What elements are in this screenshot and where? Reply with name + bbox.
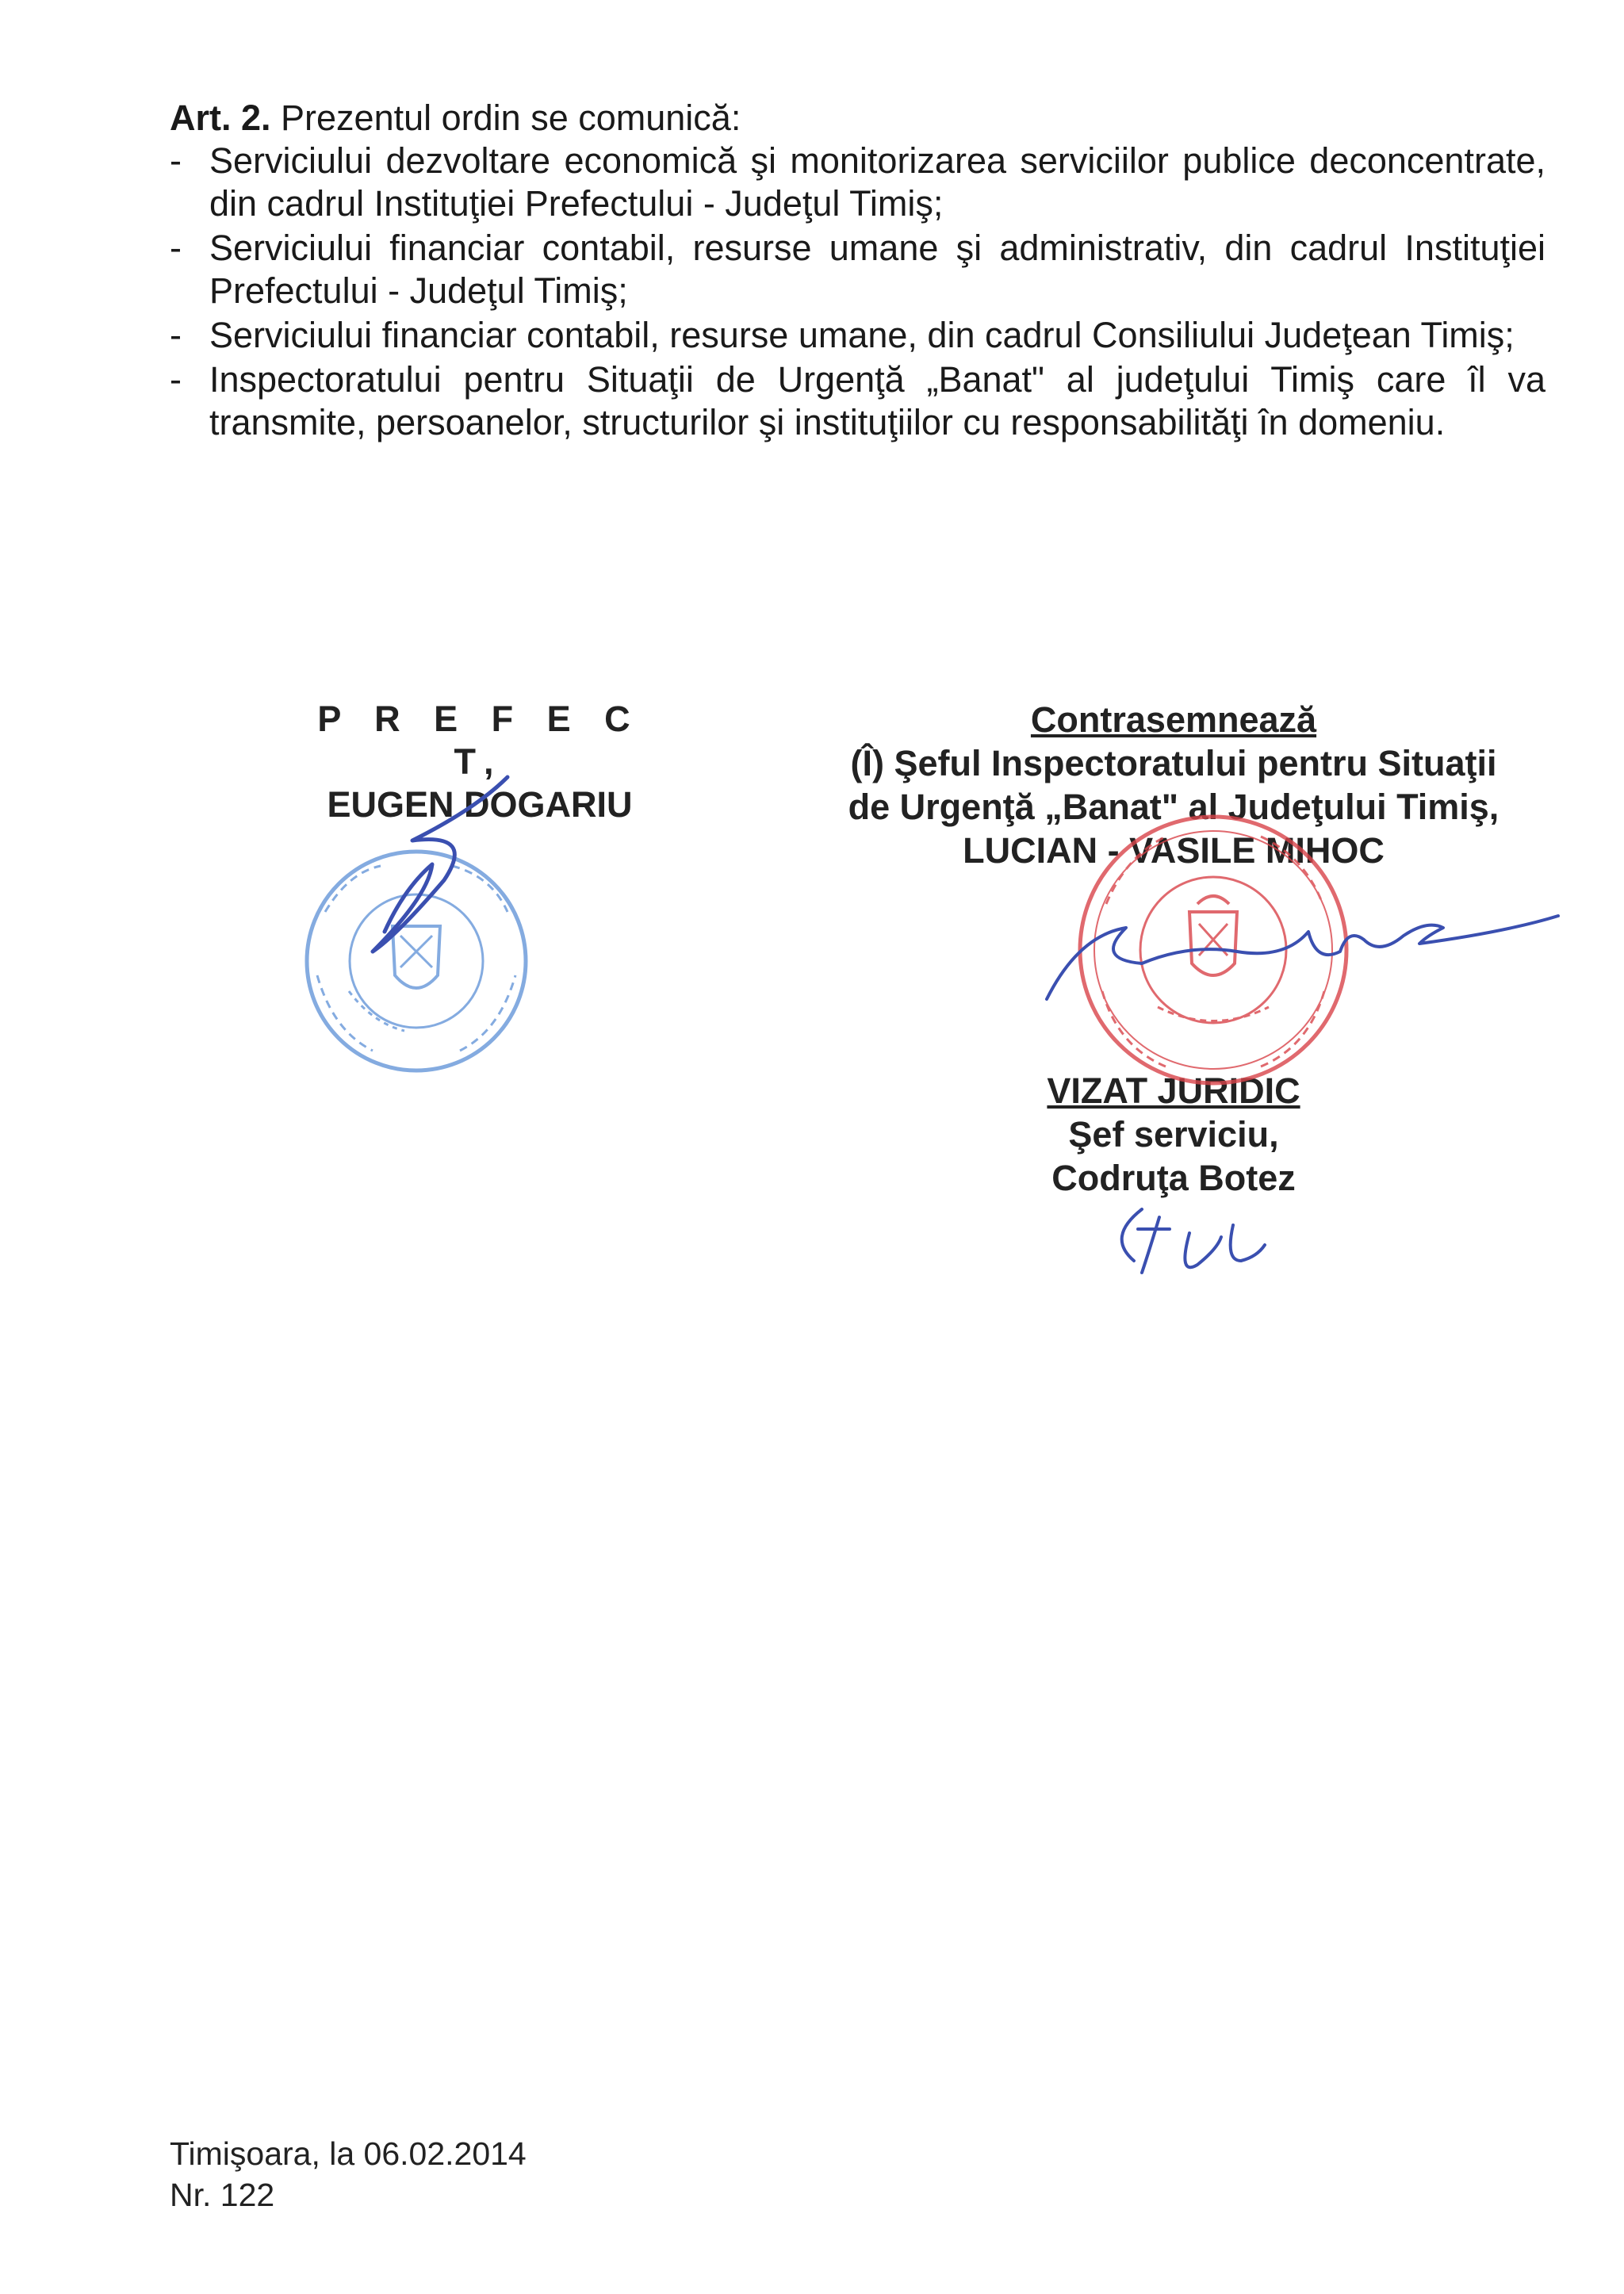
recipient-item: - Serviciului financiar contabil, resurse umane, din cadrul Consiliului Judeţean Timiş; [170,314,1545,357]
isu-signature-image [1047,916,1558,999]
document-footer [170,2133,527,2215]
legal-visa-role: Şef serviciu, [1068,1114,1279,1155]
countersign-name: LUCIAN - VASILE MIHOC [963,830,1385,871]
recipient-item: - Inspectoratului pentru Situaţii de Urgenţă „Banat" al judeţului Timiş care îl va transmite, persoanelor, structurilor şi instituţiilor cu responsabilităţi în domeniu. [170,358,1545,444]
place-date: Timişoara, la 06.02.2014 [170,2135,527,2172]
prefect-signature-block [301,698,658,826]
prefect-stamp-image [307,852,526,1070]
article-2 [170,97,1545,446]
countersign-line1: (Î) Şeful Inspectoratului pentru Situaţii [850,743,1497,783]
prefect-title: P R E F E C T, [317,699,642,782]
legal-visa-name: Codruţa Botez [1051,1158,1296,1198]
countersign-block [801,698,1546,872]
article-label: Art. 2. [170,98,271,138]
document-number: Nr. 122 [170,2177,275,2213]
legal-visa-heading: VIZAT JURIDIC [1047,1070,1300,1111]
countersign-line2: de Urgenţă „Banat" al Judeţului Timiş, [848,787,1500,827]
legal-visa-block [1007,1069,1340,1200]
recipient-item: - Serviciului dezvoltare economică şi monitorizarea serviciilor publice deconcentrate, din cadrul Instituţiei Prefectului - Judeţul Timiş; [170,140,1545,225]
countersign-heading: Contrasemnează [1030,699,1317,740]
article-intro: Prezentul ordin se comunică: [270,98,741,138]
recipient-list [170,140,1545,444]
article-heading [170,97,1545,140]
prefect-name: EUGEN DOGARIU [327,784,633,825]
legal-visa-signature-image [1122,1209,1265,1273]
recipient-item: - Serviciului financiar contabil, resurse umane şi administrativ, din cadrul Instituţiei Prefectului - Judeţul Timiş; [170,227,1545,312]
